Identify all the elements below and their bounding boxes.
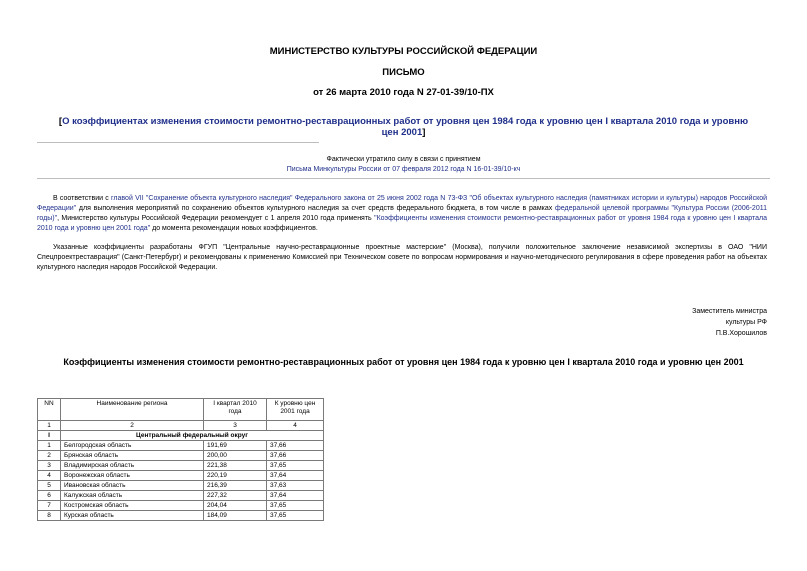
p1-text-3: , Министерство культуры Российской Федерации рекомендует с 1 апреля 2010 года применять <box>57 215 375 222</box>
table-row <box>38 491 324 501</box>
row-region: Владимирская область <box>61 461 204 471</box>
ministry-heading: МИНИСТЕРСТВО КУЛЬТУРЫ РОССИЙСКОЙ ФЕДЕРАЦИИ <box>269 46 538 57</box>
notice-text: Фактически утратило силу в связи с принятием <box>326 156 481 163</box>
p2-text: Указанные коэффициенты разработаны ФГУП "Центральные научно-реставрационные проектные мастерские" (Москва), получили положительное заключение независимой экспертизы в ОАО "НИИ Спецпроектреставрация" (Санкт-Петербург) и рекомендованы к применению Комиссией при Техническом совете по вопросам нормирования и научно-методического регулирования в сфере проведения работ на объектах культурного наследия народов Российской Федерации. <box>37 244 767 271</box>
row-nn: 2 <box>38 451 61 461</box>
row-q1-2010: 221,38 <box>204 461 267 471</box>
section-row <box>38 431 324 441</box>
row-region: Ивановская область <box>61 481 204 491</box>
row-2001: 37,66 <box>267 441 324 451</box>
title-bracket-close: ] <box>422 127 426 138</box>
row-region: Костромская область <box>61 501 204 511</box>
signature-position: Заместитель министра <box>692 308 767 315</box>
document-type: ПИСЬМО <box>382 67 425 78</box>
table-title: Коэффициенты изменения стоимости ремонтно-реставрационных работ от уровня цен 1984 года к уровню цен I квартала 2010 года и уровню цен 2001 <box>63 357 744 367</box>
divider-short <box>37 142 319 143</box>
table-row <box>38 451 324 461</box>
section-name: Центральный федеральный округ <box>61 431 324 441</box>
document-date-number: от 26 марта 2010 года N 27-01-39/10-ПХ <box>313 87 494 98</box>
divider-long <box>37 178 770 179</box>
row-nn: 7 <box>38 501 61 511</box>
row-nn: 1 <box>38 441 61 451</box>
row-q1-2010: 200,00 <box>204 451 267 461</box>
paragraph-1 <box>37 194 767 234</box>
header-nn: NN <box>38 399 61 421</box>
col-num-1: 1 <box>38 421 61 431</box>
table-row <box>38 481 324 491</box>
title-bracket-open: [ <box>58 116 63 127</box>
row-2001: 37,64 <box>267 491 324 501</box>
col-num-3: 3 <box>204 421 267 431</box>
row-nn: 5 <box>38 481 61 491</box>
table-header-row <box>38 399 324 421</box>
header-region: Наименование региона <box>61 399 204 421</box>
signature-block <box>567 306 767 339</box>
table-row <box>38 461 324 471</box>
signature-ministry: культуры РФ <box>725 319 767 326</box>
row-2001: 37,66 <box>267 451 324 461</box>
notice-link[interactable]: Письма Минкультуры России от 07 февраля 2012 года N 16-01-39/10-кч <box>286 166 521 173</box>
p1-text-1: В соответствии с <box>53 195 112 202</box>
law-link[interactable]: главой VII "Сохранение объекта культурного наследия" Федерального закона от 25 июня 2002 года N 73-ФЗ "Об объектах культурного наследия (памятниках истории и культуры) народов Российской Федерации" <box>37 195 768 212</box>
row-2001: 37,65 <box>267 511 324 521</box>
row-q1-2010: 220,19 <box>204 471 267 481</box>
coefficients-table <box>37 398 324 521</box>
p1-text-2: для выполнения мероприятий по сохранению объектов культурного наследия за счет средств федерального бюджета, в том числе в рамках <box>76 205 555 212</box>
column-number-row <box>38 421 324 431</box>
status-notice <box>150 155 657 175</box>
row-q1-2010: 204,04 <box>204 501 267 511</box>
row-2001: 37,65 <box>267 501 324 511</box>
document-title <box>50 116 757 138</box>
row-q1-2010: 216,39 <box>204 481 267 491</box>
table-row <box>38 511 324 521</box>
section-num: I <box>38 431 61 441</box>
row-2001: 37,63 <box>267 481 324 491</box>
row-nn: 8 <box>38 511 61 521</box>
signature-name: П.В.Хорошилов <box>715 330 767 337</box>
table-row <box>38 471 324 481</box>
table-row <box>38 501 324 511</box>
row-region: Белгородская область <box>61 441 204 451</box>
program-link[interactable]: федеральной целевой программы "Культура России (2006-2011 годы)" <box>37 205 767 222</box>
row-nn: 6 <box>38 491 61 501</box>
coefficients-link[interactable]: "Коэффициенты изменения стоимости ремонтно-реставрационных работ от уровня 1984 года к уровню цен I квартала 2010 года и уровню цен 2001 года" <box>37 215 767 232</box>
paragraph-2 <box>37 243 767 273</box>
row-region: Курская область <box>61 511 204 521</box>
row-q1-2010: 184,09 <box>204 511 267 521</box>
row-q1-2010: 227,32 <box>204 491 267 501</box>
row-q1-2010: 191,69 <box>204 441 267 451</box>
col-num-2: 2 <box>61 421 204 431</box>
row-nn: 4 <box>38 471 61 481</box>
row-nn: 3 <box>38 461 61 471</box>
document-title-text: О коэффициентах изменения стоимости ремонтно-реставрационных работ от уровня цен 1984 года к уровню цен I квартала 2010 года и уровню цен 2001 <box>62 116 749 138</box>
col-num-4: 4 <box>267 421 324 431</box>
row-2001: 37,64 <box>267 471 324 481</box>
row-2001: 37,65 <box>267 461 324 471</box>
row-region: Брянская область <box>61 451 204 461</box>
row-region: Калужская область <box>61 491 204 501</box>
row-region: Воронежская область <box>61 471 204 481</box>
p1-text-4: до момента рекомендации новых коэффициентов. <box>150 225 318 232</box>
header-2001: К уровню цен 2001 года <box>267 399 324 421</box>
header-q1-2010: I квартал 2010 года <box>204 399 267 421</box>
table-row <box>38 441 324 451</box>
